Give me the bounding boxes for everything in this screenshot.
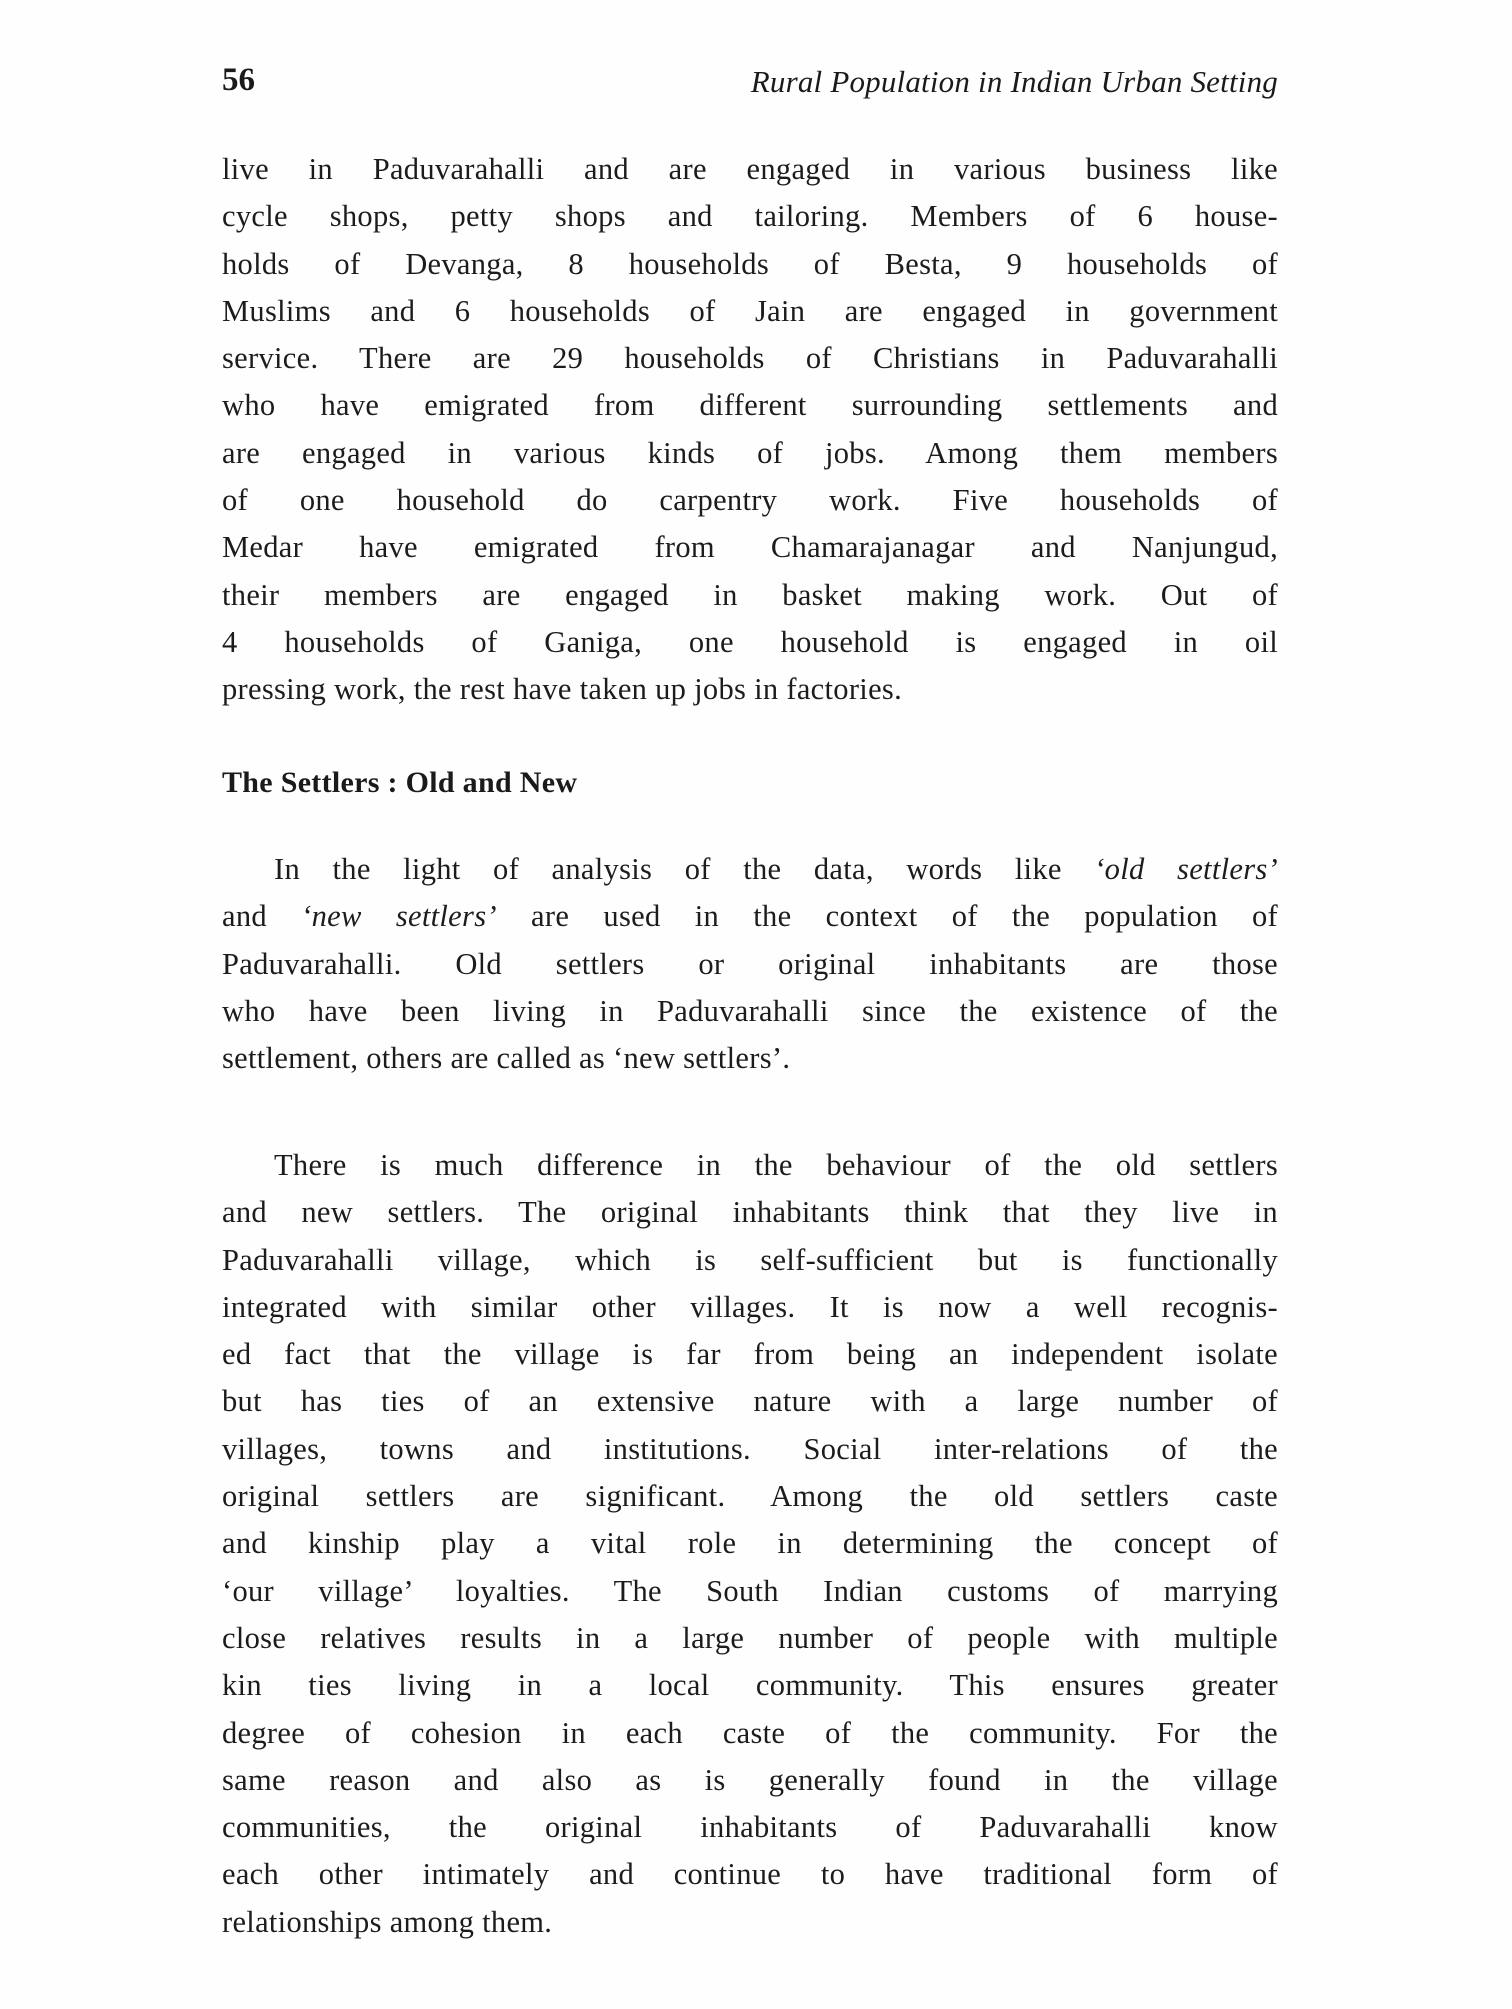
text-line: relationships among them. — [222, 1904, 553, 1939]
text-line: Muslims and 6 households of Jain are engaged in government — [222, 293, 1278, 328]
text-line: degree of cohesion in each caste of the community. For the — [222, 1715, 1278, 1750]
text-run: and — [222, 899, 302, 934]
running-head — [222, 62, 1278, 112]
text-run: In the light of analysis of the data, words like — [274, 852, 1095, 886]
text-line: communities, the original inhabitants of Paduvarahalli know — [222, 1810, 1278, 1845]
text-line: same reason and also as is generally found in the village — [222, 1762, 1278, 1797]
page-number: 56 — [222, 62, 255, 98]
section-heading: The Settlers : Old and New — [222, 766, 578, 799]
text-line: 4 households of Ganiga, one household is engaged in oil — [222, 624, 1278, 659]
text-line: ed fact that the village is far from being an independent isolate — [222, 1337, 1278, 1372]
text-line: cycle shops, petty shops and tailoring. Members of 6 house- — [222, 199, 1278, 234]
text-line: original settlers are significant. Among the old settlers caste — [222, 1479, 1278, 1514]
text-line: Medar have emigrated from Chamarajanagar and Nanjungud, — [222, 530, 1278, 565]
text-line: There is much difference in the behaviour of the old settlers — [274, 1148, 1278, 1182]
text-line: pressing work, the rest have taken up jobs in factories. — [222, 672, 902, 707]
text-line: settlement, others are called as ‘new settlers’. — [222, 1041, 791, 1076]
text-line: Paduvarahalli. Old settlers or original inhabitants are those — [222, 946, 1278, 981]
running-title: Rural Population in Indian Urban Setting — [750, 64, 1278, 99]
paragraph-1 — [222, 146, 1278, 714]
text-run: are used in the context of the population of — [496, 899, 1278, 934]
text-line — [222, 893, 1278, 940]
text-line: each other intimately and continue to have traditional form of — [222, 1857, 1278, 1892]
text-line: integrated with similar other villages. It is now a well recognis- — [222, 1289, 1278, 1324]
italic-term: ‘old settlers’ — [1094, 852, 1278, 886]
text-line: who have been living in Paduvarahalli since the existence of the — [222, 993, 1278, 1028]
text-line: service. There are 29 households of Christians in Paduvarahalli — [222, 341, 1278, 376]
text-line: and new settlers. The original inhabitants think that they live in — [222, 1195, 1278, 1230]
text-line: villages, towns and institutions. Social inter-relations of the — [222, 1431, 1278, 1466]
text-line: ‘our village’ loyalties. The South Indian customs of marrying — [222, 1573, 1278, 1608]
italic-term: ‘new settlers’ — [301, 899, 497, 934]
paragraph-3 — [222, 1142, 1278, 1946]
paragraph-2 — [222, 846, 1278, 1082]
text-line: their members are engaged in basket making work. Out of — [222, 577, 1278, 612]
text-line — [222, 846, 1278, 893]
text-line: live in Paduvarahalli and are engaged in various business like — [222, 152, 1278, 186]
text-line: are engaged in various kinds of jobs. Among them members — [222, 435, 1278, 470]
text-line: close relatives results in a large number of people with multiple — [222, 1620, 1278, 1655]
text-line: but has ties of an extensive nature with a large number of — [222, 1384, 1278, 1419]
text-line: who have emigrated from different surrounding settlements and — [222, 388, 1278, 423]
text-line: kin ties living in a local community. This ensures greater — [222, 1668, 1278, 1703]
text-line: holds of Devanga, 8 households of Besta, 9 households of — [222, 246, 1278, 281]
text-line: of one household do carpentry work. Five households of — [222, 483, 1278, 518]
text-line: and kinship play a vital role in determining the concept of — [222, 1526, 1278, 1561]
text-line: Paduvarahalli village, which is self-sufficient but is functionally — [222, 1242, 1278, 1277]
